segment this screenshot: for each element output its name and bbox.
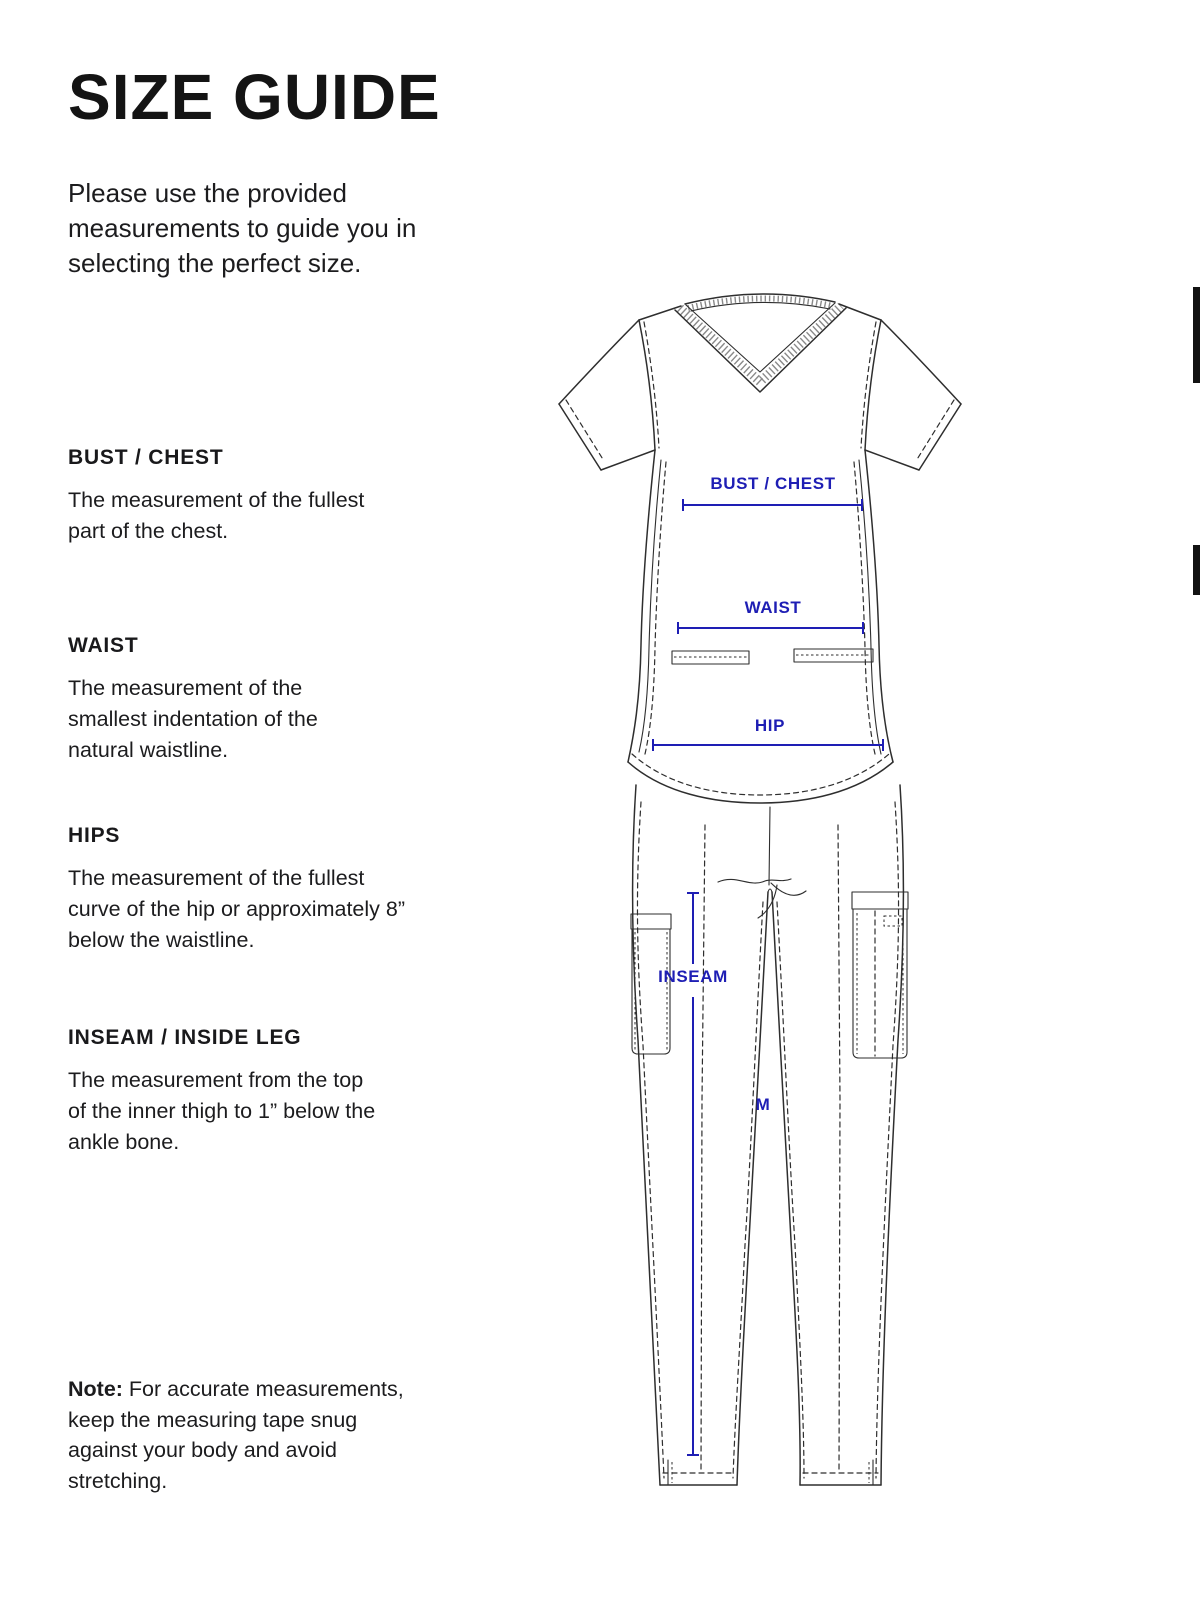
definition-body: The measurement of the smallest indentation of the natural waistline. — [68, 676, 318, 762]
bust-measure-label: BUST / CHEST — [710, 474, 836, 493]
right-cargo-pocket — [852, 892, 908, 1058]
page-edge-artifact — [1193, 545, 1200, 595]
measurement-note — [68, 1374, 416, 1497]
note-label: Note: — [68, 1377, 123, 1401]
definition-waist — [68, 634, 380, 766]
waist-measure-line — [678, 622, 863, 634]
definition-body: The measurement from the top of the inner thigh to 1” below the ankle bone. — [68, 1068, 376, 1154]
left-sleeve — [559, 320, 659, 470]
garment-sketch — [535, 280, 995, 1530]
size-letter-label: M — [755, 1095, 771, 1114]
pants-outline — [632, 785, 903, 1485]
vneck-collar — [675, 294, 846, 392]
definition-bust-chest — [68, 446, 368, 547]
top-welt-pockets — [672, 649, 873, 664]
scrub-pants-drawing — [631, 785, 908, 1485]
page-edge-artifact — [1193, 287, 1200, 383]
bust-measure-line — [683, 499, 862, 511]
definition-heading: INSEAM / INSIDE LEG — [68, 1026, 302, 1049]
page-title: SIZE GUIDE — [68, 61, 441, 133]
inseam-measure-label: INSEAM — [658, 967, 728, 986]
waist-measure-label: WAIST — [744, 598, 802, 617]
measurement-annotations — [653, 474, 883, 1455]
left-shoulder-seam — [639, 306, 681, 320]
definition-heading: HIPS — [68, 824, 121, 847]
definition-body: The measurement of the fullest curve of the hip or approximately 8” below the waistline. — [68, 866, 405, 952]
definition-heading: BUST / CHEST — [68, 446, 224, 469]
definition-body: The measurement of the fullest part of the chest. — [68, 488, 365, 543]
hip-measure-label: HIP — [754, 716, 786, 735]
right-sleeve — [861, 320, 961, 470]
intro-text: Please use the provided measurements to guide you in selecting the perfect size. — [68, 178, 417, 278]
right-shoulder-seam — [839, 304, 881, 320]
definition-inseam — [68, 1026, 386, 1158]
definition-hips — [68, 824, 420, 956]
definition-heading: WAIST — [68, 634, 139, 657]
hip-measure-line — [653, 739, 883, 751]
note-text: For accurate measurements, keep the measuring tape snug against your body and avoid stretching. — [68, 1377, 404, 1494]
top-body — [628, 450, 893, 803]
